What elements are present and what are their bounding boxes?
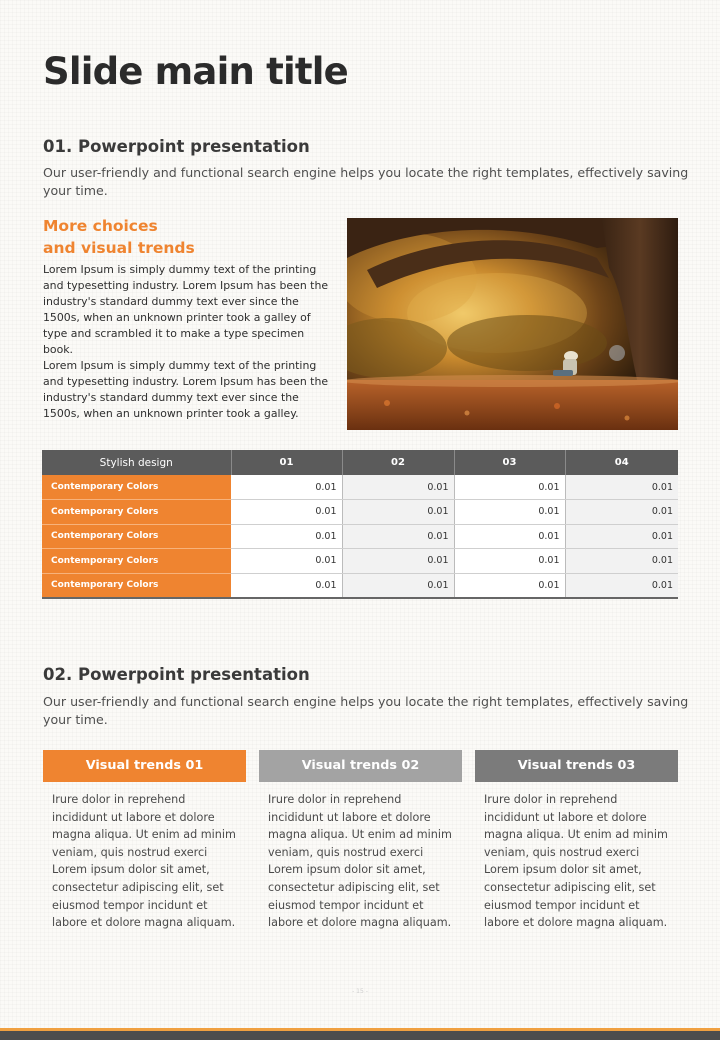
table-row — [42, 475, 678, 500]
table-cell: 0.01 — [231, 524, 342, 549]
table-cell: 0.01 — [231, 573, 342, 598]
card-2-body: Irure dolor in reprehend incididunt ut labore et dolore magna aliqua. Ut enim ad minim veniam, quis nostrud exerci Lorem ipsum dolor sit amet, consectetur adipiscing elit, set eiusmod tempor incidunt et labore et dolore magna aliquam. — [268, 793, 452, 930]
table-column-header: 04 — [565, 450, 678, 475]
footer-bar — [0, 1028, 720, 1040]
visual-trends-card-1 — [43, 750, 246, 932]
feature-body-text — [43, 262, 335, 422]
table-row — [42, 549, 678, 574]
table-column-header: 01 — [231, 450, 342, 475]
table-column-header: 03 — [454, 450, 565, 475]
card-3-title: Visual trends 03 — [475, 750, 678, 782]
card-1-body: Irure dolor in reprehend incididunt ut labore et dolore magna aliqua. Ut enim ad minim veniam, quis nostrud exerci Lorem ipsum dolor sit amet, consectetur adipiscing elit, set eiusmod tempor incidunt et labore et dolore magna aliquam. — [52, 793, 236, 930]
table-cell: 0.01 — [342, 500, 454, 525]
table-cell: 0.01 — [565, 500, 678, 525]
table-cell: 0.01 — [342, 573, 454, 598]
table-cell: 0.01 — [342, 475, 454, 500]
table-cell: 0.01 — [342, 549, 454, 574]
table-cell: 0.01 — [454, 500, 565, 525]
visual-trends-card-2 — [259, 750, 462, 932]
autumn-tree-photo — [347, 218, 678, 430]
feature-subheading — [43, 215, 333, 259]
visual-trends-card-3 — [475, 750, 678, 932]
table-cell: 0.01 — [342, 524, 454, 549]
section-2-heading: 02. Powerpoint presentation — [43, 665, 310, 684]
table-row-label: Contemporary Colors — [42, 549, 231, 574]
section-1-description: Our user-friendly and functional search engine helps you locate the right templates, effectively saving your time. — [43, 165, 689, 198]
table-cell: 0.01 — [565, 573, 678, 598]
table-row-label: Contemporary Colors — [42, 524, 231, 549]
table-cell: 0.01 — [454, 549, 565, 574]
table-row — [42, 500, 678, 525]
card-3-body: Irure dolor in reprehend incididunt ut labore et dolore magna aliqua. Ut enim ad minim veniam, quis nostrud exerci Lorem ipsum dolor sit amet, consectetur adipiscing elit, set eiusmod tempor incidunt et labore et dolore magna aliquam. — [484, 793, 668, 930]
table-row-label: Contemporary Colors — [42, 573, 231, 598]
table-cell: 0.01 — [231, 500, 342, 525]
section-1-heading: 01. Powerpoint presentation — [43, 137, 310, 156]
table-cell: 0.01 — [565, 524, 678, 549]
table-column-header: 02 — [342, 450, 454, 475]
table-cell: 0.01 — [231, 549, 342, 574]
table-row — [42, 573, 678, 598]
feature-paragraph-1: Lorem Ipsum is simply dummy text of the printing and typesetting industry. Lorem Ipsum has been the industry's standard dummy text ever since the 1500s, when an unknown printer took a galley of type and scrambled it to make a type specimen book. — [43, 263, 329, 356]
feature-subheading-line-2: and visual trends — [43, 239, 195, 257]
section-2-description: Our user-friendly and functional search engine helps you locate the right templates, effectively saving your time. — [43, 694, 689, 727]
card-1-title: Visual trends 01 — [43, 750, 246, 782]
page-number: - 15 - — [352, 988, 368, 995]
table-cell: 0.01 — [454, 475, 565, 500]
table-row-label: Contemporary Colors — [42, 475, 231, 500]
table-corner-header: Stylish design — [42, 450, 231, 475]
table-cell: 0.01 — [454, 524, 565, 549]
table-cell: 0.01 — [454, 573, 565, 598]
table-header-row — [42, 450, 678, 475]
card-2-title: Visual trends 02 — [259, 750, 462, 782]
table-cell: 0.01 — [565, 549, 678, 574]
comparison-table — [42, 450, 678, 599]
table-cell: 0.01 — [565, 475, 678, 500]
page-title: Slide main title — [43, 50, 348, 93]
table-row-label: Contemporary Colors — [42, 500, 231, 525]
table-row — [42, 524, 678, 549]
table-cell: 0.01 — [231, 475, 342, 500]
feature-subheading-line-1: More choices — [43, 217, 158, 235]
feature-paragraph-2: Lorem Ipsum is simply dummy text of the printing and typesetting industry. Lorem Ipsum has been the industry's standard dummy text ever since the 1500s, when an unknown printer took a galley. — [43, 359, 329, 420]
